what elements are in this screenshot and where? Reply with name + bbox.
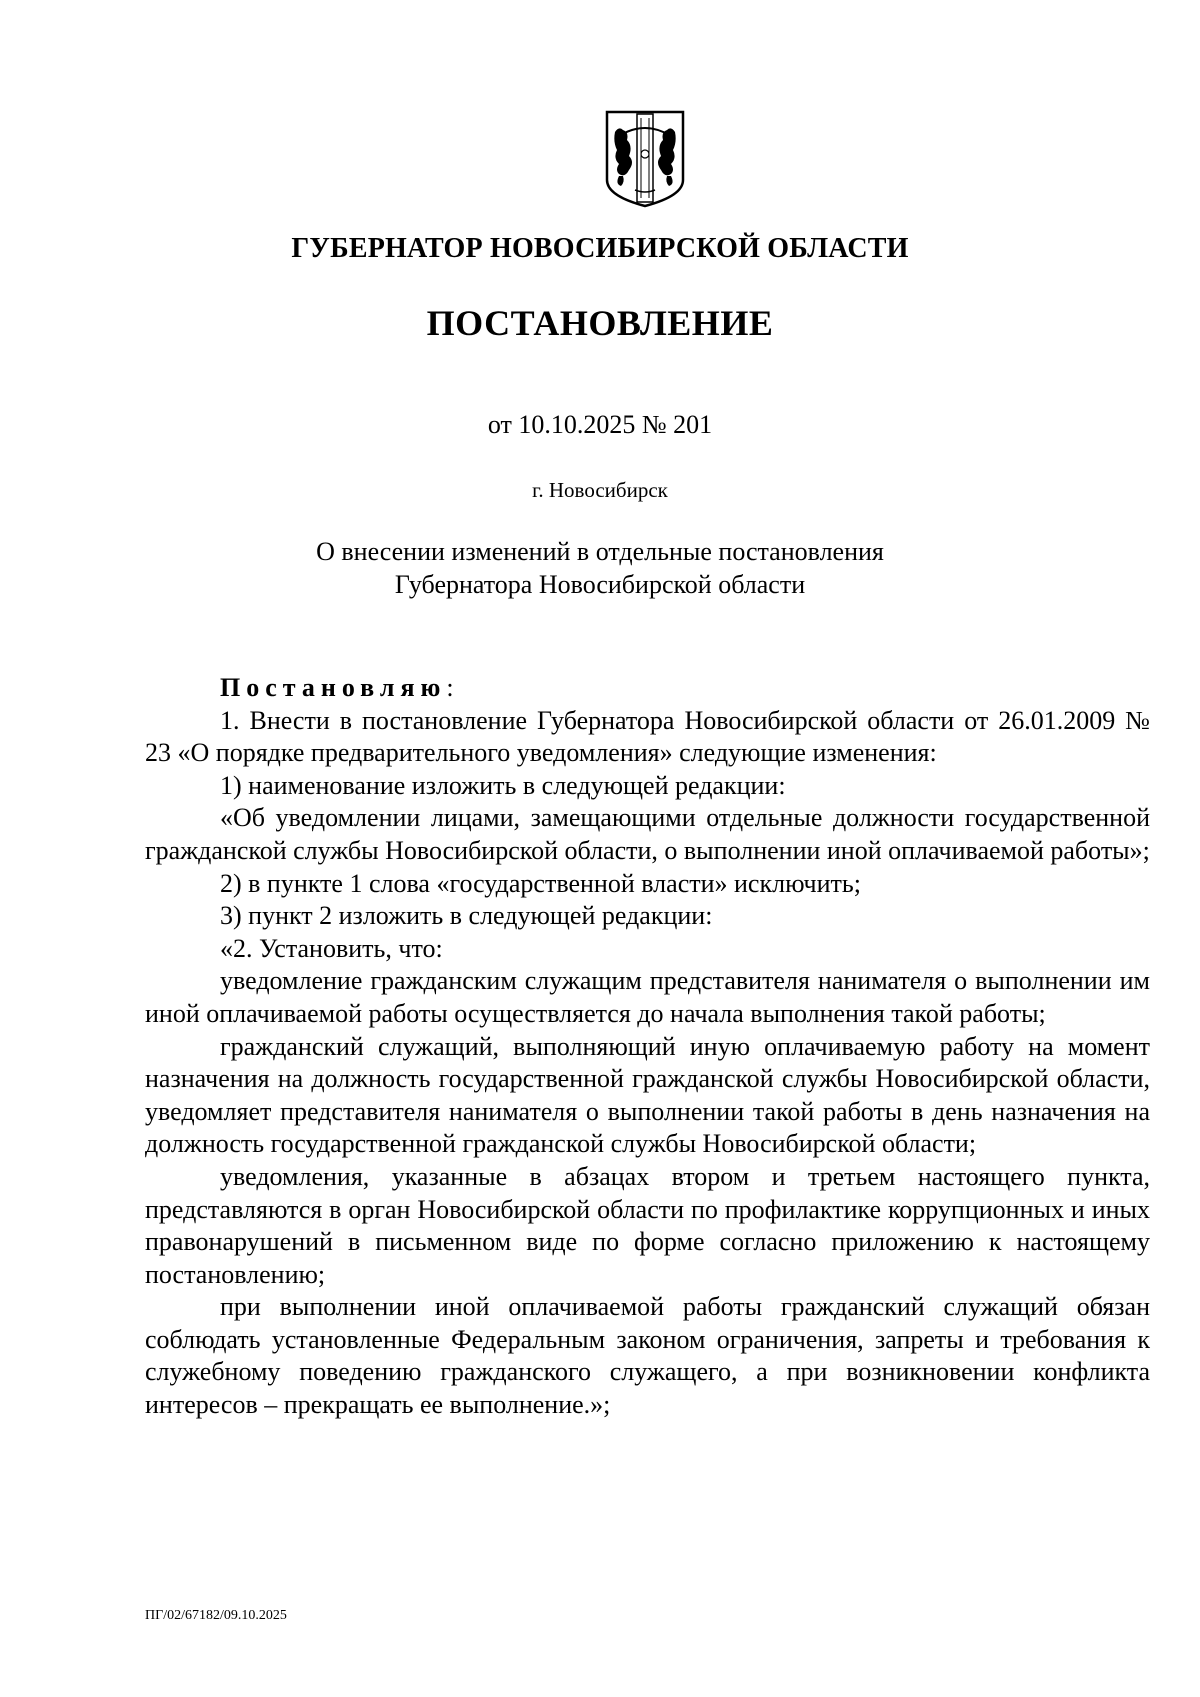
document-date: 10.10.2025 bbox=[518, 410, 636, 439]
paragraph: 3) пункт 2 изложить в следующей редакции: bbox=[220, 901, 713, 931]
document-subject bbox=[0, 535, 1200, 601]
paragraph: уведомление гражданским служащим представителя нанимателя о выполнении им иной оплачиваемой работы осуществляется до начала выполнения такой работы; bbox=[145, 966, 1150, 1028]
paragraph: уведомления, указанные в абзацах втором и третьем настоящего пункта, представляются в орган Новосибирской области по профилактике коррупционных и иных правонарушений в письменном виде по форме согласно приложению к настоящему постановлению; bbox=[145, 1161, 1150, 1289]
document-body bbox=[145, 672, 1150, 1422]
number-prefix: № bbox=[641, 410, 667, 439]
document-code: ПГ/02/67182/09.10.2025 bbox=[145, 1608, 287, 1623]
coat-of-arms-icon bbox=[605, 110, 685, 208]
decree-word: Постановляю bbox=[220, 673, 447, 702]
decree-heading bbox=[145, 672, 1150, 705]
city: г. Новосибирск bbox=[532, 478, 668, 502]
paragraph: 1) наименование изложить в следующей редакции: bbox=[220, 770, 786, 800]
authority-title: ГУБЕРНАТОР НОВОСИБИРСКОЙ ОБЛАСТИ bbox=[291, 233, 909, 264]
date-number-line bbox=[0, 410, 1200, 440]
subject-line-2: Губернатора Новосибирской области bbox=[394, 570, 806, 599]
paragraph: 2) в пункте 1 слова «государственной власти» исключить; bbox=[220, 868, 861, 898]
subject-line-1: О внесении изменений в отдельные постановления bbox=[316, 537, 884, 566]
paragraph: гражданский служащий, выполняющий иную оплачиваемую работу на момент назначения на должность государственной гражданской службы Новосибирской области, уведомляет представителя нанимателя о выполнении такой работы в день назначения на должность государственной гражданской службы Новосибирской области; bbox=[145, 1031, 1150, 1159]
document-number: 201 bbox=[673, 410, 713, 439]
decree-colon: : bbox=[446, 673, 454, 702]
document-type: ПОСТАНОВЛЕНИЕ bbox=[426, 303, 774, 343]
date-prefix: от bbox=[487, 410, 512, 439]
paragraph: при выполнении иной оплачиваемой работы гражданский служащий обязан соблюдать установленные Федеральным законом ограничения, запреты и требования к служебному поведению гражданского служащего, а при возникновении конфликта интересов – прекращать ее выполнение.»; bbox=[145, 1292, 1150, 1420]
paragraph: «2. Установить, что: bbox=[220, 933, 443, 963]
paragraph: 1. Внести в постановление Губернатора Новосибирской области от 26.01.2009 № 23 «О порядке предварительного уведомления» следующие изменения: bbox=[145, 705, 1150, 768]
paragraph: «Об уведомлении лицами, замещающими отдельные должности государственной гражданской службы Новосибирской области, о выполнении иной оплачиваемой работы»; bbox=[145, 803, 1150, 865]
